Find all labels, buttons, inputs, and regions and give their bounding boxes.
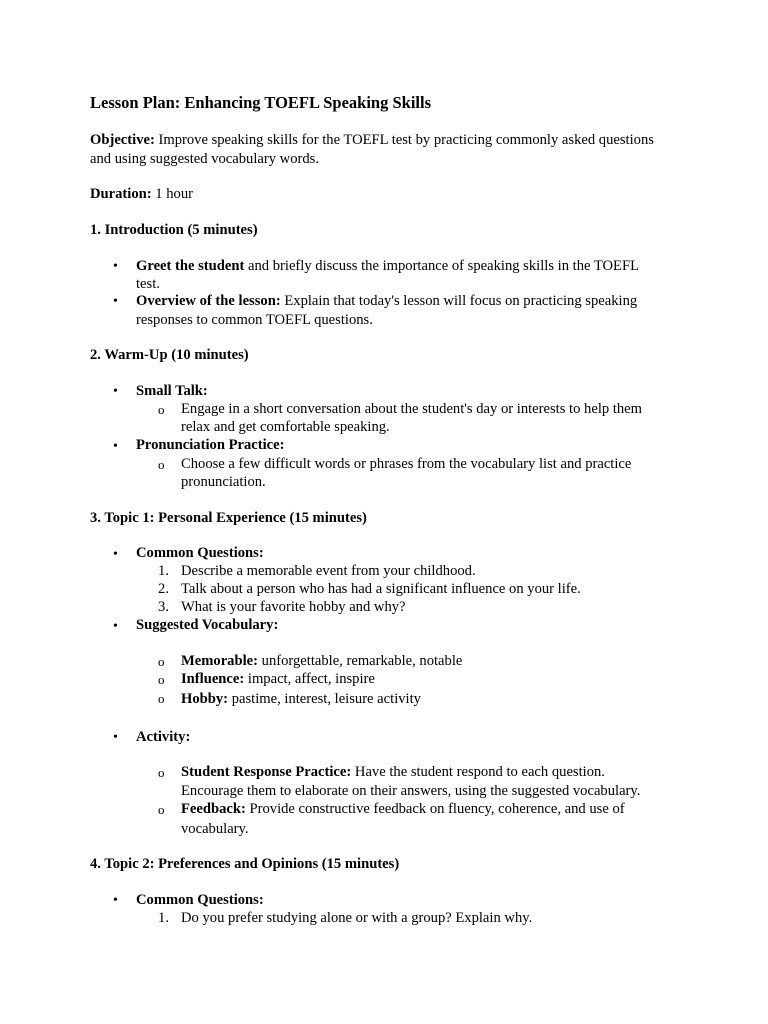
s3-vocab-label: Suggested Vocabulary: bbox=[136, 617, 279, 633]
list-number: 1. bbox=[158, 563, 169, 579]
s3-activity-label: Activity: bbox=[136, 729, 191, 745]
s3-question-2: Talk about a person who has had a significant influence on your life. bbox=[181, 581, 581, 597]
s1-bullet-2-line-1: Overview of the lesson: Explain that today's lesson will focus on practicing speaking bbox=[136, 293, 638, 309]
list-number: 2. bbox=[158, 581, 169, 597]
circle-marker: o bbox=[158, 691, 165, 706]
s1-bullet-2-label: Overview of the lesson: bbox=[136, 293, 281, 309]
s1-bullet-1-label: Greet the student bbox=[136, 258, 245, 274]
s3-question-1: Describe a memorable event from your childhood. bbox=[181, 563, 476, 579]
s1-bullet-1-line-1: Greet the student and briefly discuss the importance of speaking skills in the TOEFL bbox=[136, 258, 640, 274]
objective-label: Objective: bbox=[90, 132, 155, 148]
s3-vocab-3: Hobby: pastime, interest, leisure activity bbox=[181, 691, 421, 707]
duration-value: 1 hour bbox=[151, 186, 193, 202]
s3-questions-label: Common Questions: bbox=[136, 545, 264, 561]
s3-vocab-2: Influence: impact, affect, inspire bbox=[181, 671, 375, 687]
bullet-marker: • bbox=[113, 439, 118, 454]
list-number: 3. bbox=[158, 599, 169, 615]
circle-marker: o bbox=[158, 457, 165, 472]
s1-bullet-1-line-2: test. bbox=[136, 276, 160, 292]
s2-sub-1-line-2: relax and get comfortable speaking. bbox=[181, 419, 390, 435]
s2-bullet-2-label: Pronunciation Practice: bbox=[136, 437, 285, 453]
duration-label: Duration: bbox=[90, 186, 152, 202]
s3-activity-1-line-2: Encourage them to elaborate on their answers, using the suggested vocabulary. bbox=[181, 783, 641, 799]
circle-marker: o bbox=[158, 654, 165, 669]
bullet-marker: • bbox=[113, 730, 118, 745]
page-title: Lesson Plan: Enhancing TOEFL Speaking Skills bbox=[90, 93, 431, 112]
section-3-heading: 3. Topic 1: Personal Experience (15 minutes) bbox=[90, 510, 367, 526]
s4-question-1: Do you prefer studying alone or with a group? Explain why. bbox=[181, 910, 533, 926]
bullet-marker: • bbox=[113, 893, 118, 908]
objective-line-1 bbox=[90, 131, 654, 149]
bullet-marker: • bbox=[113, 619, 118, 634]
section-1-heading: 1. Introduction (5 minutes) bbox=[90, 222, 258, 238]
s1-bullet-2-line-2: responses to common TOEFL questions. bbox=[136, 312, 373, 328]
s2-sub-1-line-1: Engage in a short conversation about the student's day or interests to help them bbox=[181, 401, 643, 417]
s3-vocab-1: Memorable: unforgettable, remarkable, notable bbox=[181, 653, 463, 669]
s3-activity-2-line-2: vocabulary. bbox=[181, 821, 249, 837]
circle-marker: o bbox=[158, 672, 165, 687]
s4-questions-label: Common Questions: bbox=[136, 892, 264, 908]
objective-text: Improve speaking skills for the TOEFL test by practicing commonly asked questions bbox=[154, 132, 654, 148]
list-number: 1. bbox=[158, 910, 169, 926]
s3-activity-1-line-1: Student Response Practice: Have the student respond to each question. bbox=[181, 764, 605, 780]
bullet-marker: • bbox=[113, 547, 118, 562]
bullet-marker: • bbox=[113, 259, 118, 274]
s3-activity-2-line-1: Feedback: Provide constructive feedback on fluency, coherence, and use of bbox=[181, 801, 625, 817]
circle-marker: o bbox=[158, 802, 165, 817]
section-4-heading: 4. Topic 2: Preferences and Opinions (15 minutes) bbox=[90, 856, 400, 872]
bullet-marker: • bbox=[113, 294, 118, 309]
s2-sub-2-line-1: Choose a few difficult words or phrases from the vocabulary list and practice bbox=[181, 456, 632, 472]
circle-marker: o bbox=[158, 765, 165, 780]
bullet-marker: • bbox=[113, 384, 118, 399]
s2-bullet-1-label: Small Talk: bbox=[136, 383, 208, 399]
circle-marker: o bbox=[158, 402, 165, 417]
s3-question-3: What is your favorite hobby and why? bbox=[181, 599, 406, 615]
section-2-heading: 2. Warm-Up (10 minutes) bbox=[90, 347, 249, 363]
s2-sub-2-line-2: pronunciation. bbox=[181, 474, 266, 490]
objective-line-2: and using suggested vocabulary words. bbox=[90, 151, 319, 167]
duration-line bbox=[90, 185, 193, 203]
